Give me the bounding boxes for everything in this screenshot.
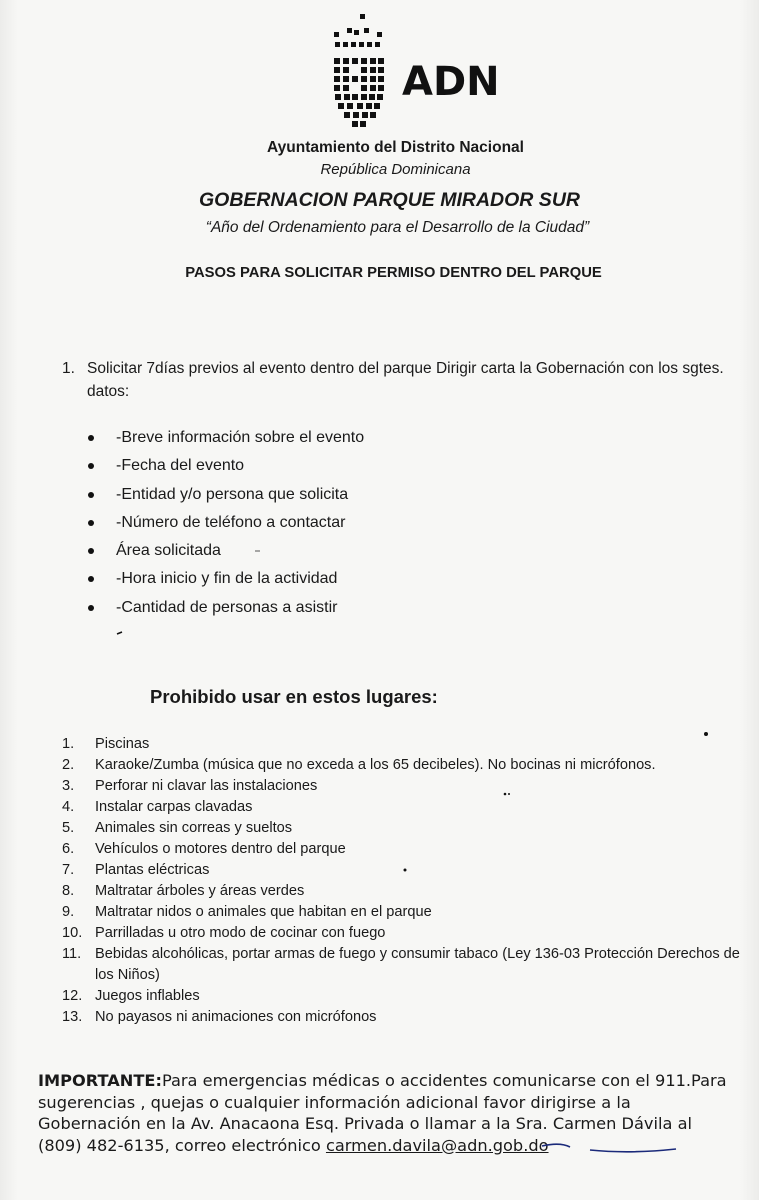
important-text: Para emergencias médicas o accidentes comunicarse con el 911.Para sugerencias , quejas o cualquier información adicional favor dirigirse a la Gobernación en la Av. Anacaona Esq. Privada o llamar a la Sra. Carmen Dávila al (809) 482-6135, correo electrónico	[38, 1071, 727, 1155]
list-item: 3. Perforar ni clavar las instalaciones	[62, 778, 318, 794]
scan-speck-mark	[254, 549, 262, 553]
bullet-icon	[88, 548, 94, 554]
list-item: 13. No payasos ni animaciones con micrófonos	[62, 1009, 377, 1025]
bullet-icon	[88, 576, 94, 582]
list-item: 2. Karaoke/Zumba (música que no exceda a los 65 decibeles). No bocinas ni micrófonos.	[62, 757, 656, 773]
list-item: -Entidad y/o persona que solicita	[88, 485, 364, 513]
country-name: República Dominicana	[320, 161, 471, 178]
prohibited-title: Prohibido usar en estos lugares:	[150, 686, 438, 707]
step-number: 1.	[62, 360, 75, 377]
scan-speck-mark	[116, 630, 124, 636]
list-item: 4. Instalar carpas clavadas	[62, 799, 253, 815]
list-item: -Hora inicio y fin de la actividad	[88, 569, 364, 597]
list-item: 7. Plantas eléctricas	[62, 862, 210, 878]
bullet-icon	[88, 435, 94, 441]
bullet-icon	[88, 492, 94, 498]
scan-speck-mark	[402, 867, 408, 873]
list-item: 1. Piscinas	[62, 736, 150, 752]
list-item: -Cantidad de personas a asistir	[88, 598, 364, 626]
pen-underline-mark	[540, 1140, 680, 1156]
list-item: 9. Maltratar nidos o animales que habitan en el parque	[62, 904, 432, 920]
list-item: -Número de teléfono a contactar	[88, 513, 364, 541]
scan-speck-mark	[502, 791, 512, 797]
list-item: -Breve información sobre el evento	[88, 428, 364, 456]
logo-text: ADN	[402, 59, 500, 105]
list-item: 12. Juegos inflables	[62, 988, 200, 1004]
adn-logo	[330, 14, 520, 134]
list-item: -Fecha del evento	[88, 456, 364, 484]
bullet-icon	[88, 605, 94, 611]
important-label: IMPORTANTE:	[38, 1071, 162, 1090]
email-link[interactable]: carmen.davila@adn.gob.do	[325, 1135, 549, 1155]
list-item: 8. Maltratar árboles y áreas verdes	[62, 883, 305, 899]
list-item: Área solicitada	[88, 541, 364, 569]
list-item: 10. Parrilladas u otro modo de cocinar con fuego	[62, 925, 386, 941]
required-data-list	[88, 428, 364, 626]
scan-speck-mark	[703, 731, 709, 737]
governance-title: GOBERNACION PARQUE MIRADOR SUR	[199, 189, 580, 211]
steps-title: PASOS PARA SOLICITAR PERMISO DENTRO DEL PARQUE	[185, 265, 602, 281]
organization-name: Ayuntamiento del Distrito Nacional	[267, 139, 524, 156]
list-item: 5. Animales sin correas y sueltos	[62, 820, 293, 836]
list-item: 6. Vehículos o motores dentro del parque	[62, 841, 346, 857]
list-item: 11. Bebidas alcohólicas, portar armas de fuego y consumir tabaco (Ley 136-03 Protección Derechos de los Niños)	[62, 946, 740, 983]
step-text: Solicitar 7días previos al evento dentro del parque Dirigir carta la Gobernación con los sgtes. datos:	[87, 360, 724, 400]
prohibited-list	[62, 734, 742, 1028]
bullet-icon	[88, 463, 94, 469]
year-motto: “Año del Ordenamiento para el Desarrollo de la Ciudad”	[205, 219, 590, 236]
adn-crown-shield-icon	[330, 14, 400, 134]
bullet-icon	[88, 520, 94, 526]
